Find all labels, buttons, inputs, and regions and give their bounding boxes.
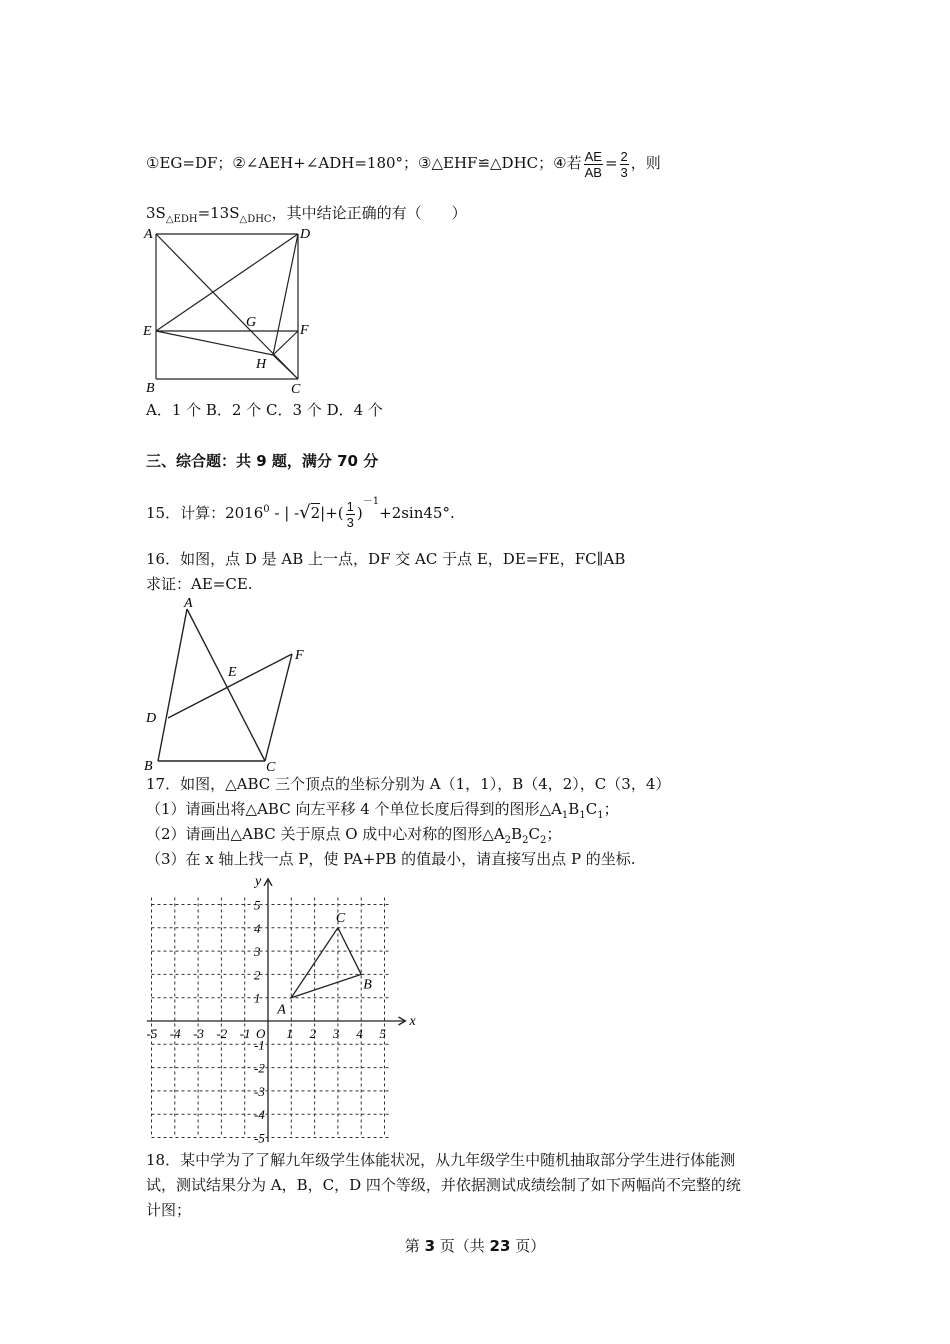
y-tick-label: -4 [254,1107,265,1123]
x-tick-label: 3 [332,1026,340,1041]
q16-label-d: D [146,711,157,726]
y-tick-label: 4 [254,920,261,936]
page-footer: 第 3 页（共 23 页） [404,1237,546,1255]
point-label-c: C [335,910,346,926]
y-tick-label: 3 [254,944,261,960]
q16-statement: 16．如图，点 D 是 AB 上一点，DF 交 AC 于点 E，DE=FE，FC∥AB [146,550,626,568]
sqrt-symbol: √ [299,502,311,523]
q16-label-f: F [295,648,304,663]
x-tick-label: 4 [356,1026,363,1041]
q14-question-line: $3S_{\triangle EDH}=13S_{\triangle DHC}$，其中结论正确的有（ ） [146,204,467,225]
q16-label-c: C [266,760,276,774]
triangle-abc [291,928,361,998]
q14-label-a: A [144,227,153,242]
section-three-heading: 三、综合题：共 9 题，满分 70 分 [146,452,379,470]
q16-figure [140,594,320,774]
q14-label-e: E [143,324,152,339]
y-tick-label: 2 [254,967,261,983]
current-page-number: 3 [424,1237,435,1255]
x-tick-label: -3 [193,1026,204,1041]
total-page-number: 23 [489,1237,511,1255]
x-tick-label: 2 [309,1026,317,1041]
q16-label-e: E [228,665,237,680]
q14-two-thirds-fraction: $\frac{2}{3}$ [620,148,628,180]
y-tick-label: -1 [254,1037,265,1053]
q16-label-a: A [184,596,193,611]
y-tick-label: -3 [254,1083,265,1099]
origin-label: O [256,1026,266,1041]
x-tick-label: -2 [216,1026,228,1041]
x-tick-label: -4 [169,1026,181,1041]
q18-line3: 计图； [146,1201,192,1219]
q14-label-b: B [146,381,155,396]
point-label-a: A [277,1002,286,1018]
q14-label-c: C [291,382,301,397]
q17-coordinate-grid [140,870,420,1145]
q17-part1: （1）请画出将△ABC 向左平移 4 个单位长度后得到的图形$\triangle A_1B_1C_1$； [146,800,619,821]
q16-prove: 求证：AE=CE. [146,575,253,593]
q14-label-f: F [300,323,309,338]
q14-square-figure [140,222,320,398]
y-tick-label: 5 [254,897,261,913]
q16-label-b: B [144,759,153,774]
x-tick-label: -5 [146,1026,158,1041]
y-tick-label: 1 [254,990,261,1006]
q15-expression: 15．计算：2016$^0$ - | -√2|+( $\frac{1}{3}$ )$^{-1}$+2sin45°. [146,496,455,530]
x-axis-label: x [409,1014,416,1029]
q17-part2: （2）请画出△ABC 关于原点 O 成中心对称的图形$\triangle A_2B_2C_2$； [146,825,562,846]
x-tick-label: 5 [379,1026,386,1041]
x-tick-label: 1 [286,1026,293,1041]
y-axis-label: y [255,873,262,889]
y-tick-label: -2 [254,1060,265,1076]
q17-part3: （3）在 x 轴上找一点 P，使 PA+PB 的值最小，请直接写出点 P 的坐标. [146,850,636,868]
q14-answer-options: A．1 个 B．2 个 C．3 个 D．4 个 [146,401,383,419]
q18-line2: 试，测试结果分为 A，B，C，D 四个等级，并依据测试成绩绘制了如下两幅尚不完整的统 [146,1176,741,1194]
y-tick-label: -5 [254,1130,265,1145]
q15-one-third-fraction: $\frac{1}{3}$ [346,498,354,530]
point-label-b: B [363,977,372,993]
q14-label-g: G [246,315,257,330]
q14-conditions-text: ①EG=DF；②∠AEH+∠ADH=180°；③△EHF≌△DHC；④若 [146,154,582,172]
x-tick-label: -1 [239,1026,251,1041]
q18-line1: 18．某中学为了了解九年级学生体能状况，从九年级学生中随机抽取部分学生进行体能测 [146,1151,736,1169]
q14-ratio-fraction: $\frac{AE}{AB}$ [584,148,602,180]
q14-label-h: H [256,357,267,372]
q14-label-d: D [300,227,311,242]
q14-conditions-line: ①EG=DF；②∠AEH+∠ADH=180°；③△EHF≌△DHC；④若 $\frac{AE}{AB}$ = $\frac{2}{3}$ ，则 [146,148,661,180]
q17-statement: 17．如图，△ABC 三个顶点的坐标分别为 A（1，1），B（4，2），C（3，4） [146,775,671,793]
